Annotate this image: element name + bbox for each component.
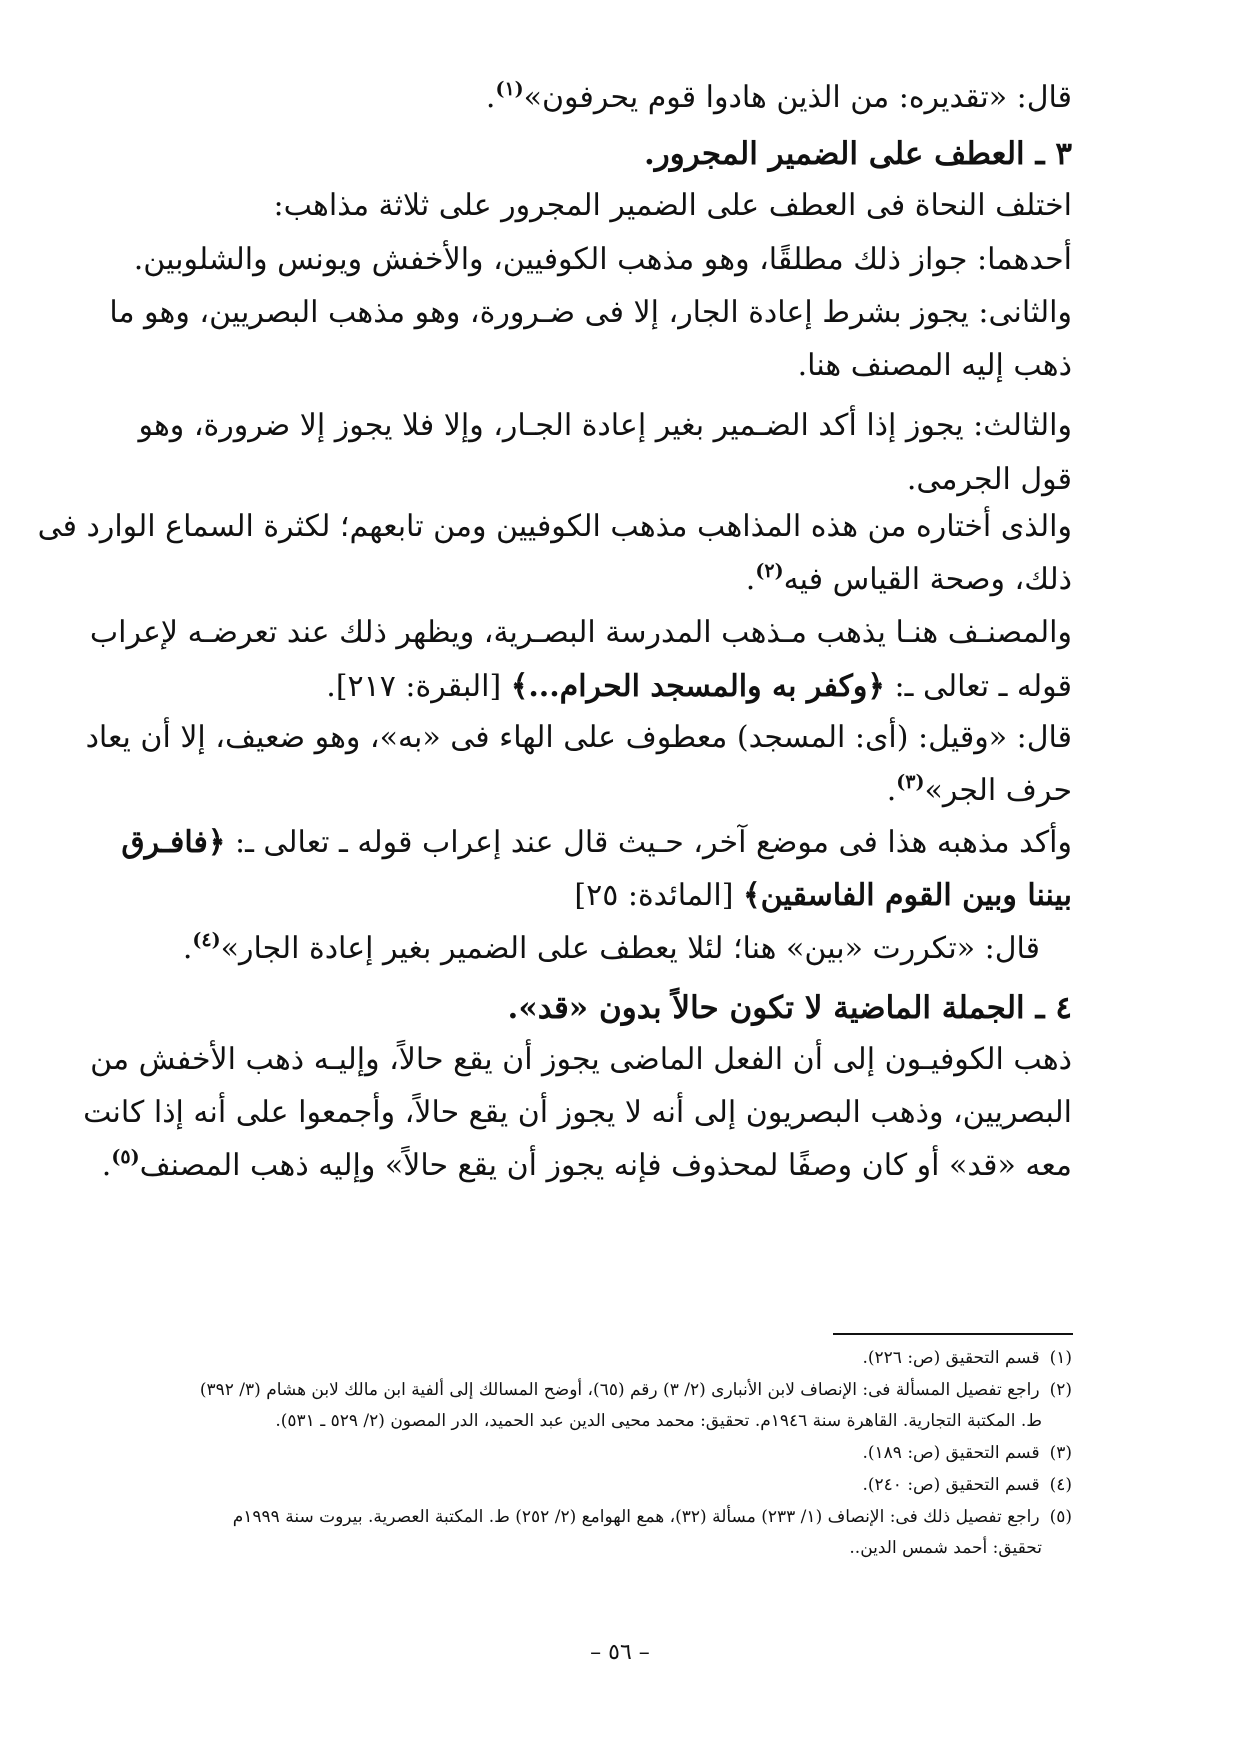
footnote-number: (١) xyxy=(1049,1348,1072,1368)
footnote: (٤)قسم التحقيق (ص: ٢٤٠). xyxy=(862,1472,1072,1498)
footnote-ref[interactable]: (٤) xyxy=(192,929,221,951)
footnote: (٥)راجع تفصيل ذلك فى: الإنصاف (١/ ٢٣٣) مسألة (٣٢)، همع الهوامع (٢/ ٢٥٢) ط. المكتبة العصرية. بيروت سنة ١٩٩٩م xyxy=(233,1504,1072,1530)
section-heading-3: ٣ ـ العطف على الضمير المجرور. xyxy=(644,136,1072,172)
paragraph-line: البصريين، وذهب البصريون إلى أنه لا يجوز أن يقع حالاً، وأجمعوا على أنه إذا كانت xyxy=(83,1095,1072,1130)
footnote-ref[interactable]: (١) xyxy=(495,78,524,100)
footnote-number: (٣) xyxy=(1049,1443,1072,1463)
paragraph-line: قال: «تكررت «بين» هنا؛ لئلا يعطف على الضمير بغير إعادة الجار»$^{(٤)}$. xyxy=(182,929,1040,966)
paragraph-line: ذلك، وصحة القياس فيه$^{(٢)}$. xyxy=(745,560,1072,597)
footnote: (١)قسم التحقيق (ص: ٢٢٦). xyxy=(862,1345,1072,1371)
footnote-ref[interactable]: (٣) xyxy=(896,771,925,793)
paragraph-line: والثانى: يجوز بشرط إعادة الجار، إلا فى ضـرورة، وهو مذهب البصريين، وهو ما xyxy=(109,295,1072,330)
paragraph-line: قال: «وقيل: (أى: المسجد) معطوف على الهاء فى «به»، وهو ضعيف، إلا أن يعاد xyxy=(85,720,1072,755)
paragraph-line: والذى أختاره من هذه المذاهب مذهب الكوفيين ومن تابعهم؛ لكثرة السماع الوارد فى xyxy=(37,509,1072,544)
verse-citation: [المائدة: ٢٥] xyxy=(574,878,743,913)
paragraph-line: اختلف النحاة فى العطف على الضمير المجرور على ثلاثة مذاهب: xyxy=(273,188,1072,223)
quran-verse: ﴿فافـرق xyxy=(121,825,226,860)
paragraph-line: أحدهما: جواز ذلك مطلقًا، وهو مذهب الكوفيين، والأخفش ويونس والشلوبين. xyxy=(133,242,1072,277)
paragraph-line: ذهب الكوفيـون إلى أن الفعل الماضى يجوز أن يقع حالاً، وإليـه ذهب الأخفش من xyxy=(90,1042,1072,1077)
paragraph-line: ذهب إليه المصنف هنا. xyxy=(797,348,1072,383)
paragraph-line: معه «قد» أو كان وصفًا لمحذوف فإنه يجوز أن يقع حالاً» وإليه ذهب المصنف$^{(٥)}$. xyxy=(101,1146,1072,1183)
footnote: (٢)راجع تفصيل المسألة فى: الإنصاف لابن الأنبارى (٢/ ٣) رقم (٦٥)، أوضح المسالك إلى ألفية ابن مالك لابن هشام (٣/ ٣٩٢) xyxy=(200,1377,1072,1403)
footnote-continuation: تحقيق: أحمد شمس الدين.. xyxy=(849,1538,1042,1558)
footnote-ref[interactable]: (٢) xyxy=(755,560,784,582)
paragraph-line: حرف الجر»$^{(٣)}$. xyxy=(886,771,1072,808)
verse-citation: [البقرة: ٢١٧]. xyxy=(326,669,511,704)
quran-verse: بيننا وبين القوم الفاسقين﴾ xyxy=(742,878,1072,913)
paragraph-line: قول الجرمى. xyxy=(906,462,1072,497)
footnote-separator xyxy=(833,1333,1073,1335)
footnote: (٣)قسم التحقيق (ص: ١٨٩). xyxy=(862,1440,1072,1466)
quote-text: قال: «تقديره: من الذين هادوا قوم يحرفون» xyxy=(523,80,1072,115)
footnote-number: (٤) xyxy=(1049,1475,1072,1495)
footnote-number: (٥) xyxy=(1049,1507,1072,1527)
footnote-ref[interactable]: (٥) xyxy=(111,1146,140,1168)
paragraph-line: والمصنـف هنـا يذهب مـذهب المدرسة البصـرية، ويظهر ذلك عند تعرضـه لإعراب xyxy=(89,615,1072,650)
footnote-continuation: ط. المكتبة التجارية. القاهرة سنة ١٩٤٦م. تحقيق: محمد محيى الدين عبد الحميد، الدر المصون (٢/ ٥٢٩ ـ ٥٣١). xyxy=(275,1411,1042,1431)
footnote-number: (٢) xyxy=(1049,1380,1072,1400)
page-number: – ٥٦ – xyxy=(590,1640,650,1665)
quran-verse: ﴿وكفر به والمسجد الحرام...﴾ xyxy=(510,669,885,704)
paragraph-line xyxy=(574,876,1072,916)
paragraph-line: والثالث: يجوز إذا أكد الضـمير بغير إعادة الجـار، وإلا فلا يجوز إلا ضرورة، وهو xyxy=(138,408,1072,443)
paragraph-line: قال: «تقديره: من الذين هادوا قوم يحرفون»$^{(١)}$. xyxy=(485,78,1072,115)
section-heading-4: ٤ ـ الجملة الماضية لا تكون حالاً بدون «قد». xyxy=(507,990,1072,1026)
paragraph-line: وأكد مذهبه هذا فى موضع آخر، حـيث قال عند إعراب قوله ـ تعالى ـ: ﴿فافـرق xyxy=(121,825,1072,860)
paragraph-line: قوله ـ تعالى ـ: ﴿وكفر به والمسجد الحرام...﴾ [البقرة: ٢١٧]. xyxy=(326,669,1072,704)
